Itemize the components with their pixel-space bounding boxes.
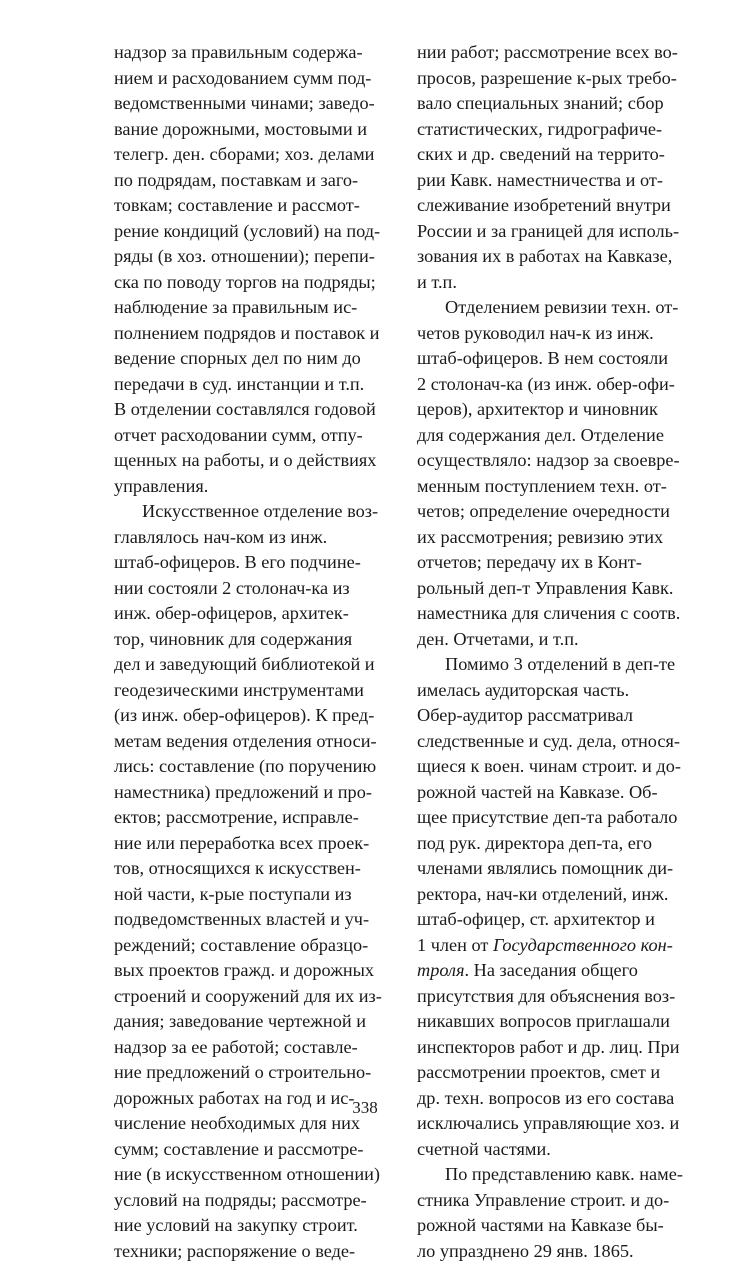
text-line: отчетов; передачу их в Конт- [417, 550, 691, 576]
text-line: щее присутствие деп-та работало [417, 805, 691, 831]
text-line: следственные и суд. дела, относя- [417, 729, 691, 755]
text-line: ние предложений о строительно- [114, 1060, 386, 1086]
paragraph-start-line: Отделением ревизии техн. от- [417, 295, 691, 321]
text-line: инспекторов работ и др. лиц. При [417, 1035, 691, 1061]
text-line: ектов; рассмотрение, исправле- [114, 805, 386, 831]
text-line: надзор за ее работой; составле- [114, 1035, 386, 1061]
text-line: полнением подрядов и поставок и [114, 321, 386, 347]
text-line: подведомственных властей и уч- [114, 907, 386, 933]
text-line: слеживание изобретений внутри [417, 193, 691, 219]
text-line: наместника) предложений и про- [114, 780, 386, 806]
text-line: четов; определение очередности [417, 499, 691, 525]
text-line: надзор за правильным содержа- [114, 40, 386, 66]
italic-term: Государственного кон- [493, 935, 673, 955]
text-line: нием и расходованием сумм под- [114, 66, 386, 92]
text-line: лись: составление (по поручению [114, 754, 386, 780]
text-line: ние условий на закупку строит. [114, 1213, 386, 1239]
text-line: ние или переработка всех проек- [114, 831, 386, 857]
text-line: числение необходимых для них [114, 1111, 386, 1137]
text-line: управления. [114, 474, 386, 500]
text-line: ло упразднено 29 янв. 1865. [417, 1239, 691, 1264]
text-line: главлялось нач-ком из инж. [114, 525, 386, 551]
text-line: передачи в суд. инстанции и т.п. [114, 372, 386, 398]
text-line: дел и заведующий библиотекой и [114, 652, 386, 678]
text-line: менным поступлением техн. от- [417, 474, 691, 500]
right-column [417, 40, 691, 1264]
text-line: 2 столонач-ка (из инж. обер-офи- [417, 372, 691, 398]
text-line: статистических, гидрографиче- [417, 117, 691, 143]
text-line: тов, относящихся к искусствен- [114, 856, 386, 882]
text-line: инж. обер-офицеров, архитек- [114, 601, 386, 627]
text-line: рии Кавк. наместничества и от- [417, 168, 691, 194]
text-line: рение кондиций (условий) на под- [114, 219, 386, 245]
text-line: вых проектов гражд. и дорожных [114, 958, 386, 984]
text-line: исключались управляющие хоз. и [417, 1111, 691, 1137]
text-line: штаб-офицеров. В нем состояли [417, 346, 691, 372]
text-line: их рассмотрения; ревизию этих [417, 525, 691, 551]
text-line: штаб-офицеров. В его подчине- [114, 550, 386, 576]
left-column [114, 40, 386, 1264]
text-line: щенных на работы, и о действиях [114, 448, 386, 474]
text-line: др. техн. вопросов из его состава [417, 1086, 691, 1112]
text-line: России и за границей для исполь- [417, 219, 691, 245]
text-line: реждений; составление образцо- [114, 933, 386, 959]
text-line: стника Управление строит. и до- [417, 1188, 691, 1214]
text-line: наблюдение за правильным ис- [114, 295, 386, 321]
text-line: метам ведения отделения относи- [114, 729, 386, 755]
text-line: никавших вопросов приглашали [417, 1009, 691, 1035]
text-line: церов), архитектор и чиновник [417, 397, 691, 423]
text-line: ведение спорных дел по ним до [114, 346, 386, 372]
text-line [417, 958, 691, 984]
text-line: ден. Отчетами, и т.п. [417, 627, 691, 653]
text-line: имелась аудиторская часть. [417, 678, 691, 704]
text-line: условий на подряды; рассмотре- [114, 1188, 386, 1214]
text-segment: . На заседания общего [465, 960, 638, 980]
text-line: рожной частей на Кавказе. Об- [417, 780, 691, 806]
text-line: штаб-офицер, ст. архитектор и [417, 907, 691, 933]
paragraph-start-line: По представлению кавк. наме- [417, 1162, 691, 1188]
text-line: сумм; составление и рассмотре- [114, 1137, 386, 1163]
text-line: геодезическими инструментами [114, 678, 386, 704]
text-line: отчет расходовании сумм, отпу- [114, 423, 386, 449]
text-line: щиеся к воен. чинам строит. и до- [417, 754, 691, 780]
text-line: техники; распоряжение о веде- [114, 1239, 386, 1264]
text-line: дорожных работах на год и ис- [114, 1086, 386, 1112]
text-line [417, 933, 691, 959]
text-line: вало специальных знаний; сбор [417, 91, 691, 117]
text-line: наместника для сличения с соотв. [417, 601, 691, 627]
italic-term: троля [417, 960, 465, 980]
text-line: рольный деп-т Управления Кавк. [417, 576, 691, 602]
text-line: ских и др. сведений на террито- [417, 142, 691, 168]
text-line: дания; заведование чертежной и [114, 1009, 386, 1035]
text-line: ска по поводу торгов на подряды; [114, 270, 386, 296]
text-line: просов, разрешение к-рых требо- [417, 66, 691, 92]
text-line: ведомственными чинами; заведо- [114, 91, 386, 117]
text-line: рассмотрении проектов, смет и [417, 1060, 691, 1086]
text-line: под рук. директора деп-та, его [417, 831, 691, 857]
text-line: ректора, нач-ки отделений, инж. [417, 882, 691, 908]
paragraph-start-line: Помимо 3 отделений в деп-те [417, 652, 691, 678]
text-line: тор, чиновник для содержания [114, 627, 386, 653]
text-line: и т.п. [417, 270, 691, 296]
text-line: (из инж. обер-офицеров). К пред- [114, 703, 386, 729]
text-line: четов руководил нач-к из инж. [417, 321, 691, 347]
text-line: нии состояли 2 столонач-ка из [114, 576, 386, 602]
text-line: зования их в работах на Кавказе, [417, 244, 691, 270]
text-line: для содержания дел. Отделение [417, 423, 691, 449]
text-line: присутствия для объяснения воз- [417, 984, 691, 1010]
text-line: В отделении составлялся годовой [114, 397, 386, 423]
text-line: членами являлись помощник ди- [417, 856, 691, 882]
paragraph-start-line: Искусственное отделение воз- [114, 499, 386, 525]
text-line: телегр. ден. сборами; хоз. делами [114, 142, 386, 168]
text-line: товкам; составление и рассмот- [114, 193, 386, 219]
text-segment: 1 член от [417, 935, 488, 955]
text-line: Обер-аудитор рассматривал [417, 703, 691, 729]
text-line: рожной частями на Кавказе бы- [417, 1213, 691, 1239]
text-line: нии работ; рассмотрение всех во- [417, 40, 691, 66]
text-line: ряды (в хоз. отношении); перепи- [114, 244, 386, 270]
text-line: вание дорожными, мостовыми и [114, 117, 386, 143]
text-line: ной части, к-рые поступали из [114, 882, 386, 908]
page-number: 338 [0, 1098, 730, 1118]
text-line: осуществляло: надзор за своевре- [417, 448, 691, 474]
text-line: строений и сооружений для их из- [114, 984, 386, 1010]
text-line: по подрядам, поставкам и заго- [114, 168, 386, 194]
text-line: счетной частями. [417, 1137, 691, 1163]
text-line: ние (в искусственном отношении) [114, 1162, 386, 1188]
